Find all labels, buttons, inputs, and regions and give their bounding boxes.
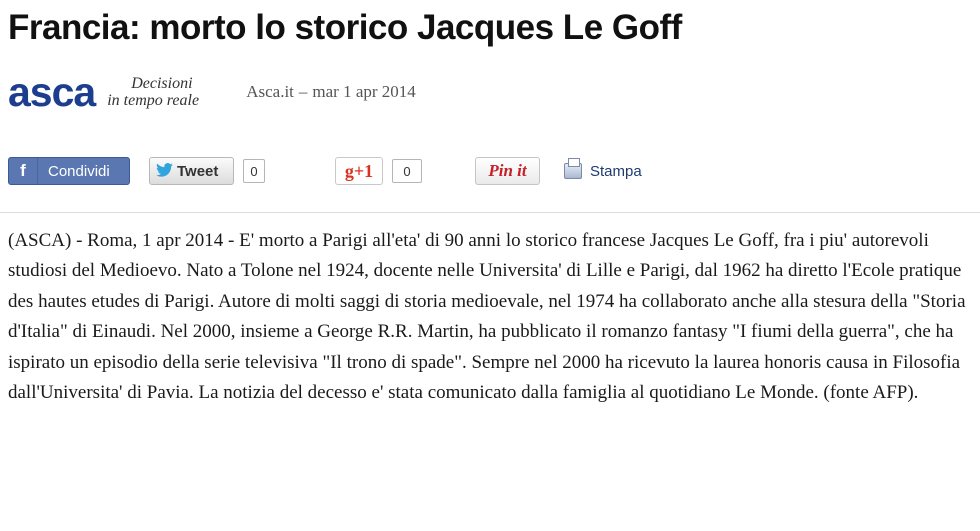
asca-tagline <box>107 75 232 109</box>
asca-logo[interactable] <box>8 68 232 115</box>
facebook-share-button[interactable] <box>8 157 130 185</box>
google-plus-button[interactable]: g+1 <box>335 157 383 185</box>
share-bar <box>8 157 708 189</box>
source-name[interactable]: Asca.it <box>246 82 294 101</box>
asca-logo-text: asca <box>8 68 96 115</box>
source-and-date <box>246 82 416 102</box>
facebook-icon: f <box>9 158 38 184</box>
article-body: (ASCA) - Roma, 1 apr 2014 - E' morto a Parigi all'eta' di 90 anni lo storico francese Jacques Le Goff, fra i piu' autorevoli studiosi del Medioevo. Nato a Tolone nel 1924, docente nelle Universita' di Lille e Parigi, dal 1962 ha diretto l'Ecole pratique des hautes etudes di Parigi. Autore di molti saggi di storia medioevale, nel 1974 ha collaborato anche alla stesura della "Storia d'Italia" di Einaudi. Nel 2000, insieme a George R.R. Martin, ha pubblicato il romanzo fantasy "I fiumi della guerra", che ha ispirato un episodio della serie televisiva "Il trono di spade". Sempre nel 2000 ha ricevuto la laurea honoris causa in Filosofia dall'Universita' di Pavia. La notizia del decesso e' stata comunicato dalla famiglia al quotidiano Le Monde. (fonte AFP). <box>8 230 966 404</box>
article-headline: Francia: morto lo storico Jacques Le Goff <box>8 8 682 47</box>
tweet-label: Tweet <box>177 162 219 180</box>
byline <box>8 70 416 114</box>
tagline-line-2: in tempo reale <box>107 92 200 109</box>
print-label: Stampa <box>590 162 642 180</box>
twitter-bird-icon <box>156 163 173 180</box>
printer-icon <box>564 163 582 179</box>
google-plus-count: 0 <box>392 159 422 183</box>
facebook-share-label: Condividi <box>48 162 110 180</box>
print-button[interactable] <box>564 157 664 185</box>
pinterest-pin-button[interactable]: Pin it <box>475 157 540 185</box>
tagline-line-1: Decisioni <box>131 75 193 92</box>
byline-separator: – <box>298 82 308 101</box>
content-divider <box>0 212 980 213</box>
tweet-count: 0 <box>243 159 265 183</box>
publish-date: mar 1 apr 2014 <box>312 82 416 101</box>
tweet-button[interactable] <box>149 157 234 185</box>
